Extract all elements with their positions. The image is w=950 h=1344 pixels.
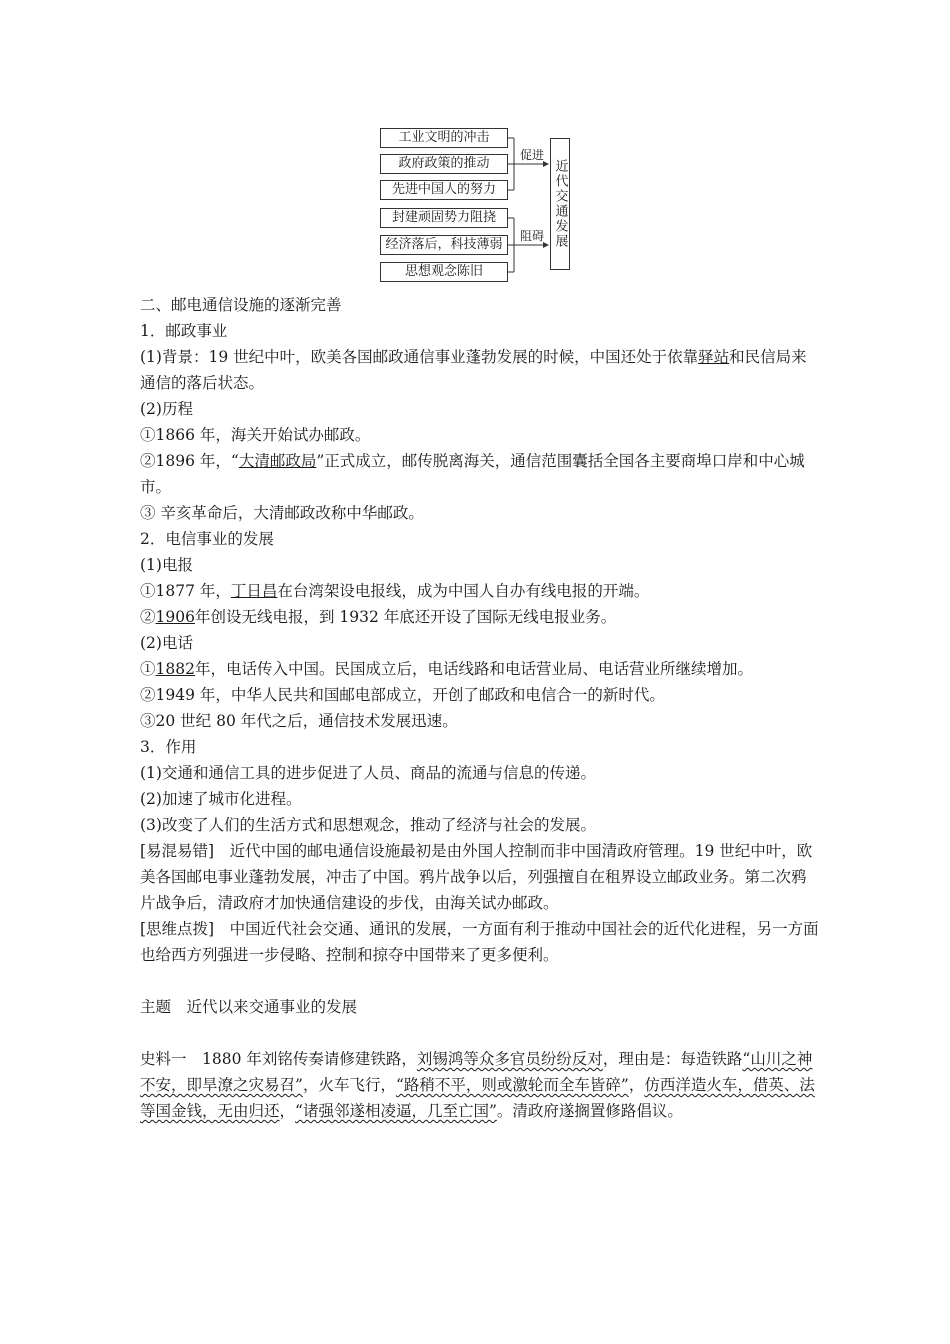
historical-material [140, 1046, 820, 1124]
section-heading: 二、邮电通信设施的逐渐完善 [140, 296, 342, 314]
wavy-underlined-text: “诸强邻遂相凌逼，几至亡国” [295, 1102, 497, 1120]
paragraph [140, 604, 820, 630]
text: ”正式成立，邮传脱离海关，通信范围囊括全国各主要商埠口岸和中心城市。 [140, 452, 805, 496]
factor-box: 先进中国人的努力 [380, 180, 508, 200]
underlined-term: 大清邮政局 [238, 452, 317, 470]
factor-diagram [0, 0, 950, 290]
paragraph: ①1866 年，海关开始试办邮政。 [140, 426, 371, 444]
factor-box: 经济落后，科技薄弱 [380, 235, 508, 255]
text: ① [140, 660, 156, 678]
text: 。清政府遂搁置修路倡议。 [496, 1102, 683, 1120]
paragraph: ②1949 年，中华人民共和国邮电部成立，开创了邮政和电信合一的新时代。 [140, 686, 665, 704]
paragraph: (1)交通和通信工具的进步促进了人员、商品的流通与信息的传递。 [140, 764, 596, 782]
factor-box: 工业文明的冲击 [380, 128, 508, 148]
subsection-title: 1．邮政事业 [140, 322, 228, 340]
item-title: (1)电报 [140, 556, 193, 574]
item-title: (2)电话 [140, 634, 193, 652]
wavy-underlined-text: “山川之神不安，即旱潦之灾易召” [140, 1050, 813, 1094]
promote-label: 促进 [520, 148, 545, 162]
paragraph: ③ 辛亥革命后，大清邮政改称中华邮政。 [140, 504, 424, 522]
paragraph [140, 578, 820, 604]
theme-title: 主题 近代以来交通事业的发展 [140, 998, 358, 1016]
text: 年，电话传入中国。民国成立后，电话线路和电话营业局、电话营业所继续增加。 [194, 660, 753, 678]
tip-thinking: [思维点拨] 中国近代社会交通、通讯的发展，一方面有利于推动中国社会的近代化进程，另一方面也给西方列强进一步侵略、控制和掠夺中国带来了更多便利。 [140, 920, 819, 964]
text: ②1896 年，“ [140, 452, 239, 470]
factor-box: 封建顽固势力阻挠 [380, 208, 508, 228]
paragraph: (2)加速了城市化进程。 [140, 790, 302, 808]
paragraph [140, 656, 820, 682]
underlined-term: 丁日昌 [230, 582, 278, 600]
paragraph [140, 344, 820, 396]
text: 在台湾架设电报线，成为中国人自办有线电报的开端。 [277, 582, 650, 600]
wavy-underlined-text: “路稍不平，则或激轮而全车皆碎” [395, 1076, 629, 1094]
text: ，火车飞行， [302, 1076, 396, 1094]
wavy-underlined-text: 仿西洋造火车，借英、法等国金钱，无由归还 [140, 1076, 815, 1120]
subsection-title: 3．作用 [140, 738, 197, 756]
paragraph [140, 448, 820, 500]
target-box: 近代交通发展 [550, 138, 570, 270]
text: ，理由是：每造铁路 [602, 1050, 743, 1068]
wavy-underlined-text: 刘锡鸿等众多官员纷纷反对 [416, 1050, 603, 1068]
item-title: (2)历程 [140, 400, 193, 418]
document-body [140, 292, 820, 1124]
text: 年创设无线电报，到 1932 年底还开设了国际无线电报业务。 [194, 608, 617, 626]
factor-box: 思想观念陈旧 [380, 262, 508, 282]
underlined-term: 1882 [155, 660, 195, 678]
underlined-term: 1906 [155, 608, 195, 626]
text: (1)背景：19 世纪中叶，欧美各国邮政通信事业蓬勃发展的时候，中国还处于依靠 [140, 348, 699, 366]
text: ①1877 年， [140, 582, 231, 600]
text: ， [279, 1102, 296, 1120]
factor-box: 政府政策的推动 [380, 154, 508, 174]
tip-confusion: [易混易错] 近代中国的邮电通信设施最初是由外国人控制而非中国清政府管理。19 世纪中叶，欧美各国邮电事业蓬勃发展，冲击了中国。鸦片战争以后，列强擅自在租界设立邮政业务。第二次鸦片战争后，清政府才加快通信建设的步伐，由海关试办邮政。 [140, 842, 813, 912]
text: ， [628, 1076, 645, 1094]
text: 史料一 1880 年刘铭传奏请修建铁路， [140, 1050, 417, 1068]
hinder-label: 阻碍 [520, 229, 545, 243]
paragraph: (3)改变了人们的生活方式和思想观念，推动了经济与社会的发展。 [140, 816, 596, 834]
underlined-term: 驿站 [698, 348, 730, 366]
text: 和民信局来通信的落后状态。 [140, 348, 807, 392]
paragraph: ③20 世纪 80 年代之后，通信技术发展迅速。 [140, 712, 458, 730]
subsection-title: 2．电信事业的发展 [140, 530, 274, 548]
text: ② [140, 608, 156, 626]
